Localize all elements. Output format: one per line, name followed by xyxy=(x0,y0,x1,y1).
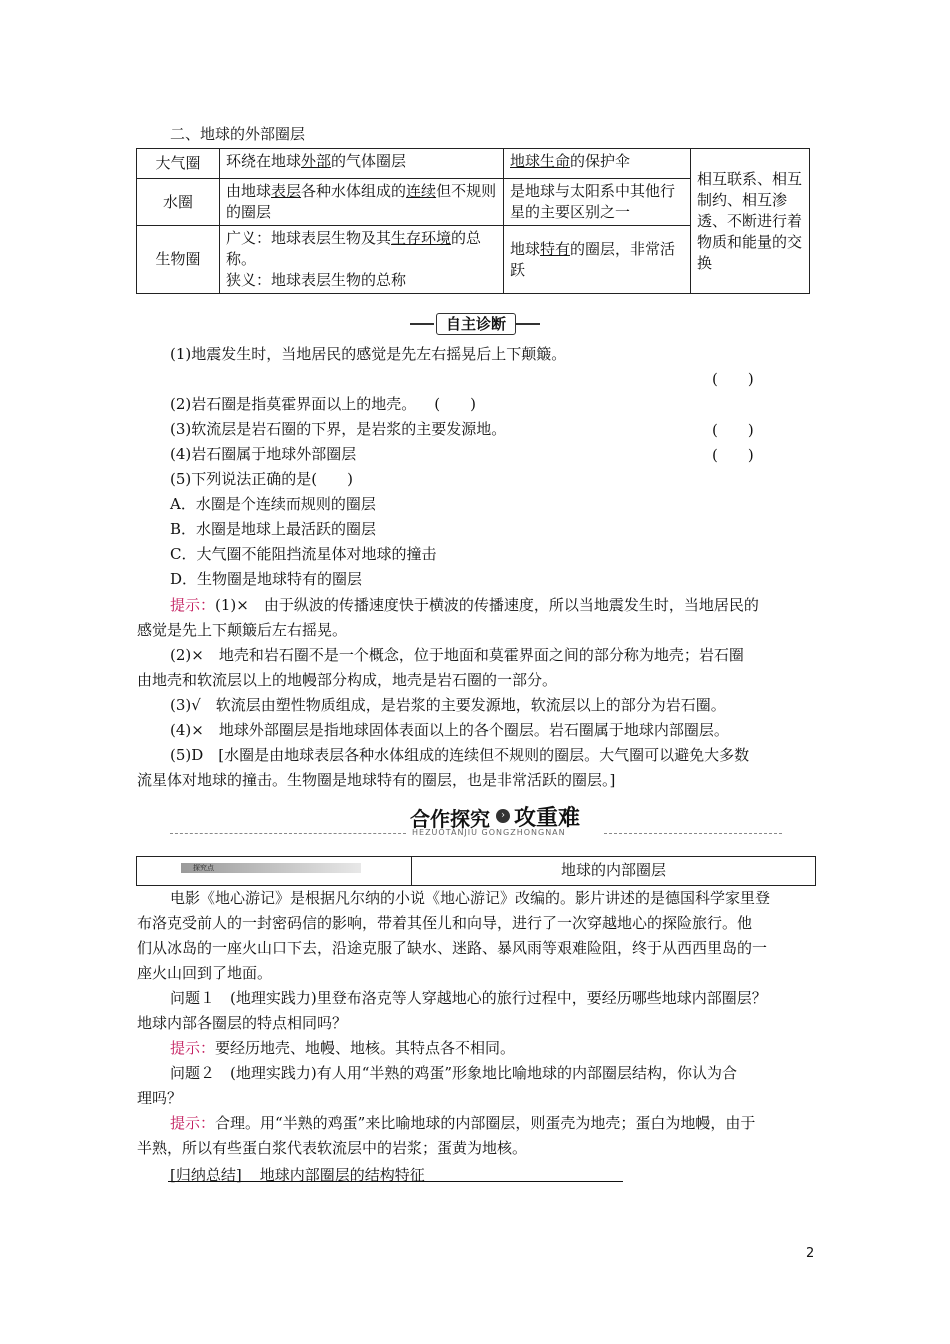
banner-rule-right xyxy=(516,323,540,325)
problem-1-hint: 提示：要经历地壳、地幔、地核。其特点各不相同。 xyxy=(170,1039,516,1057)
section-title: 二、地球的外部圈层 xyxy=(170,125,306,143)
story-line-2: 布洛克受前人的一封密码信的影响，带着其侄儿和向导，进行了一次穿越地心的探险旅行。他 xyxy=(137,914,753,932)
outer-spheres-table xyxy=(136,148,810,294)
probe-title: 地球的内部圈层 xyxy=(560,861,666,879)
sphere-definition: 广义：地球表层生物及其生存环境的总称。 狭义：地球表层生物的总称 xyxy=(220,226,504,294)
banner-rule-left xyxy=(410,323,434,325)
sphere-name: 生物圈 xyxy=(137,226,220,294)
problem-2-cont: 理吗？ xyxy=(137,1089,183,1107)
sphere-name: 大气圈 xyxy=(137,149,220,179)
coop-banner-sub: HEZUOTANJIU GONGZHONGNAN xyxy=(412,828,566,837)
hint-2: (2)× 地壳和岩石圈不是一个概念，位于地面和莫霍界面之间的部分称为地壳；岩石圈 xyxy=(170,646,744,664)
hint-1: 提示：(1)× 由于纵波的传播速度快于横波的传播速度，所以当地震发生时，当地居民的 xyxy=(170,596,759,614)
option-a: A．水圈是个连续而规则的圈层 xyxy=(170,495,376,513)
self-diagnosis-banner xyxy=(410,313,540,335)
coop-explore-banner xyxy=(410,803,600,835)
option-d: D．生物圈是地球特有的圈层 xyxy=(170,570,363,588)
probe-tag-cell xyxy=(137,857,412,885)
divider-right xyxy=(604,833,782,834)
page-number: 2 xyxy=(806,1246,815,1261)
problem-1-cont: 地球内部各圈层的特点相同吗？ xyxy=(137,1014,348,1032)
story-line-1: 电影《地心游记》是根据凡尔纳的小说《地心游记》改编的。影片讲述的是德国科学家里登 xyxy=(170,889,771,907)
sphere-definition: 环绕在地球外部的气体圈层 xyxy=(220,149,504,179)
arrow-icon: › xyxy=(496,809,510,823)
probe-tag: 探究点 xyxy=(181,863,361,873)
story-line-4: 座火山回到了地面。 xyxy=(137,964,273,982)
coop-banner-right: 攻重难 xyxy=(514,806,581,831)
table-row-atmosphere xyxy=(137,149,810,179)
coop-banner-left: 合作探究 xyxy=(410,807,490,831)
question-5: (5)下列说法正确的是( ) xyxy=(170,470,353,488)
hint-4: (4)× 地球外部圈层是指地球固体表面以上的各个圈层。岩石圈属于地球内部圈层。 xyxy=(170,721,729,739)
question-2: (2)岩石圈是指莫霍界面以上的地壳。 ( ) xyxy=(170,395,476,413)
sphere-feature: 地球生命的保护伞 xyxy=(504,149,691,179)
question-4: (4)岩石圈属于地球外部圈层 xyxy=(170,445,357,463)
sphere-relation: 相互联系、相互制约、相互渗透、不断进行着物质和能量的交换 xyxy=(691,149,810,294)
option-c: C．大气圈不能阻挡流星体对地球的撞击 xyxy=(170,545,437,563)
hint-5: (5)D [水圈是由地球表层各种水体组成的连续但不规则的圈层。大气圈可以避免大多数 xyxy=(170,746,750,764)
problem-2-hint: 提示：合理。用“半熟的鸡蛋”来比喻地球的内部圈层，则蛋壳为地壳；蛋白为地幔，由于 xyxy=(170,1114,756,1132)
hint-3: (3)√ 软流层由塑性物质组成，是岩浆的主要发源地，软流层以上的部分为岩石圈。 xyxy=(170,696,726,714)
sphere-feature: 地球特有的圈层，非常活跃 xyxy=(504,226,691,294)
hint-1-cont: 感觉是先上下颠簸后左右摇晃。 xyxy=(137,621,348,639)
question-3: (3)软流层是岩石圈的下界，是岩浆的主要发源地。 xyxy=(170,420,507,438)
summary-underline xyxy=(168,1181,623,1182)
option-b: B．水圈是地球上最活跃的圈层 xyxy=(170,520,377,538)
divider-left xyxy=(170,833,406,834)
banner-label: 自主诊断 xyxy=(436,313,516,335)
answer-blank-1: ( ) xyxy=(712,370,754,388)
sphere-name: 水圈 xyxy=(137,179,220,226)
probe-header xyxy=(136,856,816,886)
story-line-3: 们从冰岛的一座火山口下去，沿途克服了缺水、迷路、暴风雨等艰难险阻，终于从西西里岛的一 xyxy=(137,939,768,957)
problem-1: 问题１ (地理实践力)里登布洛克等人穿越地心的旅行过程中，要经历哪些地球内部圈层？ xyxy=(170,989,767,1007)
hint-5-cont: 流星体对地球的撞击。生物圈是地球特有的圈层，也是非常活跃的圈层。] xyxy=(137,771,616,789)
sphere-definition: 由地球表层各种水体组成的连续但不规则的圈层 xyxy=(220,179,504,226)
summary-heading: [归纳总结] 地球内部圈层的结构特征 xyxy=(170,1166,425,1184)
question-1: (1)地震发生时，当地居民的感觉是先左右摇晃后上下颠簸。 xyxy=(170,345,567,363)
problem-2-hint-cont: 半熟，所以有些蛋白浆代表软流层中的岩浆；蛋黄为地核。 xyxy=(137,1139,528,1157)
answer-blank-3: ( ) xyxy=(712,421,754,439)
sphere-feature: 是地球与太阳系中其他行星的主要区别之一 xyxy=(504,179,691,226)
hint-2-cont: 由地壳和软流层以上的地幔部分构成，地壳是岩石圈的一部分。 xyxy=(137,671,558,689)
answer-blank-4: ( ) xyxy=(712,446,754,464)
problem-2: 问题２ (地理实践力)有人用“半熟的鸡蛋”形象地比喻地球的内部圈层结构，你认为合 xyxy=(170,1064,738,1082)
